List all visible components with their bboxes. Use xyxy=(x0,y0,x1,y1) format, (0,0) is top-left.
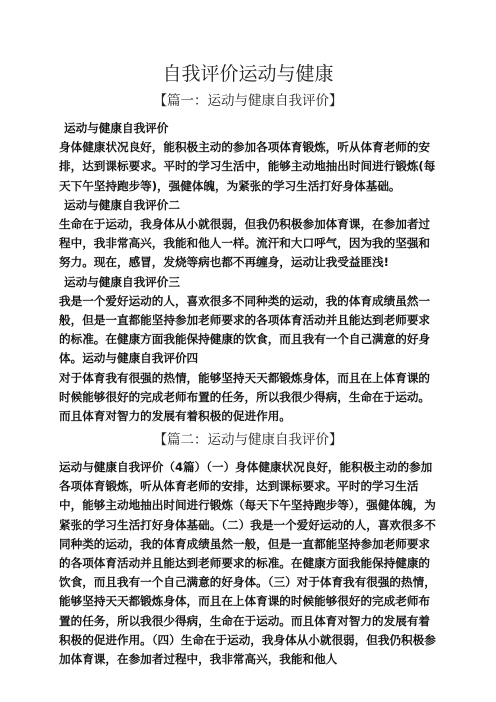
section-2-body xyxy=(59,458,439,669)
paragraph-3: 我是一个爱好运动的人，喜欢很多不同种类的运动，我的体育成绩虽然一般，但是一直都能坚持参加老师要求的各项体育活动并且能达到老师要求的标准。在健康方面我能保持健康的饮食，而且我有一个自己满意的好身体。运动与健康自我评价四 xyxy=(59,293,431,366)
subtitle-1: 运动与健康自我评价 xyxy=(64,121,169,135)
subtitle-2: 运动与健康自我评价二 xyxy=(64,197,180,212)
section-1-body xyxy=(59,119,439,426)
paragraph-4: 对于体育我有很强的热情，能够坚持天天都锻炼身体，而且在上体育课的时候能够很好的完成老师布置的任务，所以我很少得病，生命在于运动。而且体育对智力的发展有着积极的促进作用。 xyxy=(59,370,431,424)
section-heading-2: 【篇二：运动与健康自我评价】 xyxy=(153,432,343,448)
paragraph-1: 身体健康状况良好，能积极主动的参加各项体育锻炼，听从体育老师的安排，达到课标要求。平时的学习生活中，能够主动地抽出时间进行锻炼(每天下午坚持跑步等)，强健体魄，为紧张的学习生活打好身体基础。 xyxy=(59,140,436,193)
paragraph-2: 生命在于运动，我身体从小就很弱，但我仍积极参加体育课，在参加者过程中，我非常高兴，我能和他人一样。流汗和大口呼气，因为我的坚强和努力。现在，感冒，发烧等病也都不再缠身，运动让我受益匪浅! xyxy=(59,217,431,270)
document-title: 自我评价运动与健康 xyxy=(162,63,334,85)
section-heading-1: 【篇一：运动与健康自我评价】 xyxy=(153,93,343,109)
paragraph-5: 运动与健康自我评价（4篇）（一）身体健康状况良好，能积极主动的参加各项体育锻炼，听从体育老师的安排，达到课标要求。平时的学习生活中，能够主动地抽出时间进行锻炼（每天下午坚持跑步等），强健体魄，为紧张的学习生活打好身体基础。（二）我是一个爱好运动的人，喜欢很多不同种类的运动，我的体育成绩虽然一般，但是一直都能坚持参加老师要求的各项体育活动并且能达到老师要求的标准。在健康方面我能保持健康的饮食，而且我有一个自己满意的好身体。（三）对于体育我有很强的热情，能够坚持天天都锻炼身体，而且在上体育课的时候能够很好的完成老师布置的任务，所以我很少得病，生命在于运动。而且体育对智力的发展有着积极的促进作用。（四）生命在于运动，我身体从小就很弱，但我仍积极参加体育课，在参加者过程中，我非常高兴，我能和他人 xyxy=(59,460,436,667)
subtitle-3: 运动与健康自我评价三 xyxy=(64,274,180,289)
